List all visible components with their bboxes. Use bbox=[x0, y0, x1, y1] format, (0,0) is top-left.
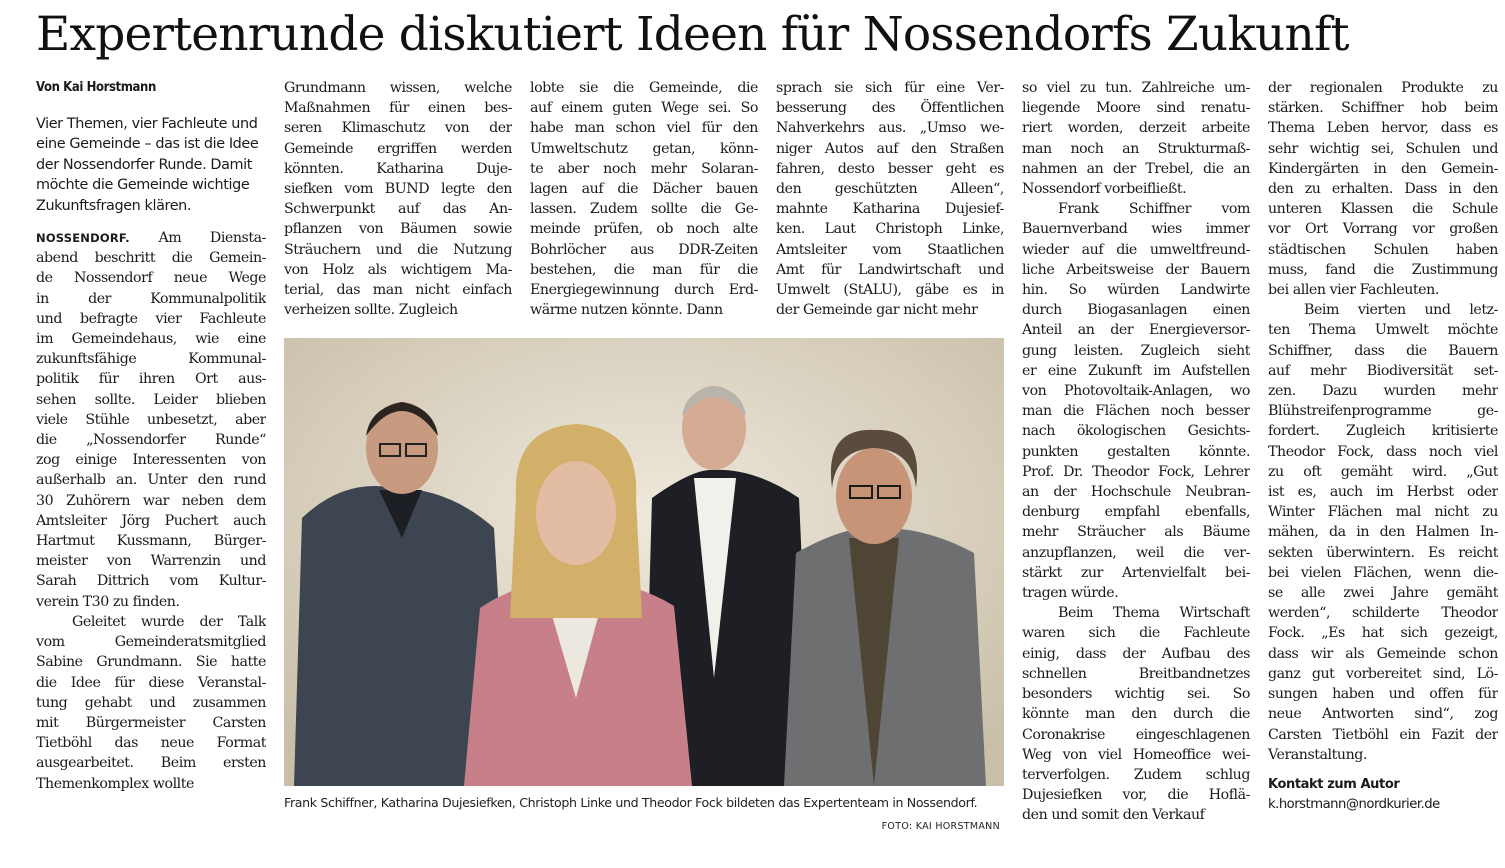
column-5-line: terverfolgen. Zudem schlug bbox=[1022, 766, 1250, 783]
column-6-line: der regionalen Produkte zu bbox=[1268, 80, 1498, 96]
column-5-line: durch Biogasanlagen einen bbox=[1022, 302, 1250, 319]
column-1-line: Geleitet wurde der Talk bbox=[72, 613, 266, 630]
column-5-line: wieder auf die umweltfreund- bbox=[1022, 241, 1250, 258]
column-5-line: schnellen Breitbandnetzes bbox=[1022, 665, 1250, 682]
article-teaser: Vier Themen, vier Fachleute und eine Gemeinde – das ist die Idee der Nossendorfer Runde. Damit möchte die Gemeinde wichtige Zukunftsfragen klären. bbox=[36, 116, 259, 214]
article-column-1 bbox=[36, 78, 266, 838]
column-3-line: Umweltschutz getan, könn- bbox=[530, 140, 758, 157]
column-5-line: stärkt zur Artenvielfalt bei- bbox=[1022, 564, 1250, 581]
column-5-line: mehr Sträucher als Bäume bbox=[1022, 524, 1250, 541]
column-4-line: Nahverkehrs aus. „Umso we- bbox=[776, 120, 1004, 137]
column-1-line: sehen sollte. Leider blieben bbox=[36, 391, 266, 408]
column-2-line: siefken vom BUND legte den bbox=[284, 181, 512, 198]
author-byline: Von Kai Horstmann bbox=[36, 80, 156, 95]
column-3-line: Energiegewinnung durch Erd- bbox=[530, 282, 758, 299]
column-6-line: zen. Dazu wurden mehr bbox=[1268, 383, 1498, 400]
article-headline: Expertenrunde diskutiert Ideen für Nossendorfs Zukunft bbox=[36, 7, 1349, 62]
column-1-line: Tietböhl das neue Format bbox=[36, 735, 266, 752]
photo-caption-text: Frank Schiffner, Katharina Dujesiefken, Christoph Linke und Theodor Fock bildeten das Expertenteam in Nossendorf. bbox=[284, 795, 978, 810]
contact-email: k.horstmann@nordkurier.de bbox=[1268, 796, 1440, 812]
column-6-line: Winter Flächen mal nicht zu bbox=[1268, 504, 1498, 521]
column-4-line: Amtsleiter vom Staatlichen bbox=[776, 241, 1004, 258]
column-5-line: Frank Schiffner vom bbox=[1058, 201, 1250, 218]
column-5-line: Anteil an der Energieversor- bbox=[1022, 322, 1250, 339]
column-5-line: Coronakrise eingeschlagenen bbox=[1022, 726, 1250, 743]
column-6-line: ganz gut vorbereitet sind, Lö- bbox=[1268, 665, 1498, 682]
column-1-line: mit Bürgermeister Carsten bbox=[36, 714, 266, 731]
column-5-line: punkten gestalten könnte. bbox=[1022, 443, 1250, 460]
column-6-line: Schiffner, dass die Bauern bbox=[1268, 342, 1498, 359]
photo-illustration bbox=[284, 338, 1004, 786]
column-6-line: mähen, da in den Halmen In- bbox=[1268, 524, 1498, 541]
column-5-line: könnte man den durch die bbox=[1022, 706, 1250, 723]
column-2-line: Sträuchern und die Nutzung bbox=[284, 241, 512, 258]
column-4-line: ken. Laut Christoph Linke, bbox=[776, 221, 1004, 238]
column-5-line: Bauernverband wies immer bbox=[1022, 221, 1250, 238]
article-column-4 bbox=[776, 78, 1004, 328]
column-6-line: unteren Klassen die Schule bbox=[1268, 201, 1498, 218]
column-6-line: werden“, schilderte Theodor bbox=[1268, 605, 1498, 622]
column-5-line: Prof. Dr. Theodor Fock, Lehrer bbox=[1022, 463, 1250, 480]
column-3-line: lagen auf die Dächer bauen bbox=[530, 181, 758, 198]
column-6-line: städtischen Schulen haben bbox=[1268, 241, 1498, 258]
column-5-line: Nossendorf vorbeifließt. bbox=[1022, 181, 1187, 198]
column-4-line: der Gemeinde gar nicht mehr bbox=[776, 302, 978, 319]
column-4-line: den geschützten Alleen“, bbox=[776, 181, 1004, 198]
column-4-line: niger Autos auf den Straßen bbox=[776, 140, 1004, 157]
column-3-line: te aber noch mehr Solaran- bbox=[530, 160, 758, 177]
column-1-line: Amtsleiter Jörg Puchert auch bbox=[36, 512, 266, 529]
column-6-line: se alle zwei Jahre gemäht bbox=[1268, 585, 1498, 602]
column-5-line: einig, dass der Aufbau des bbox=[1022, 645, 1250, 662]
column-3-line: wärme nutzen könnte. Dann bbox=[530, 302, 723, 319]
column-6-line: dass wir als Gemeinde schon bbox=[1268, 645, 1498, 662]
column-6-line: den zu erhalten. Dass in den bbox=[1268, 181, 1498, 198]
column-1-line: zukunftsfähige Kommunal- bbox=[36, 351, 266, 368]
column-6-line: zu oft gemäht wird. „Gut bbox=[1268, 463, 1498, 480]
column-5-line: von Photovoltaik-Anlagen, wo bbox=[1022, 383, 1250, 400]
column-2-line: verheizen sollte. Zugleich bbox=[284, 302, 458, 319]
column-5-line: waren sich die Fachleute bbox=[1022, 625, 1250, 642]
column-4-line: besserung des Öffentlichen bbox=[776, 100, 1004, 117]
column-3-line: Bohrlöcher aus DDR-Zeiten bbox=[530, 241, 758, 258]
column-3-line: habe man schon viel für den bbox=[530, 120, 758, 137]
column-6-body bbox=[1268, 78, 1498, 765]
column-1-line: und befragte vier Fachleute bbox=[36, 310, 266, 327]
column-5-line: er eine Zukunft im Aufstellen bbox=[1022, 362, 1250, 379]
article-column-6 bbox=[1268, 78, 1498, 838]
column-5-line: so viel zu tun. Zahlreiche um- bbox=[1022, 80, 1250, 96]
column-5-line: nahmen an der Trebel, die an bbox=[1022, 160, 1250, 177]
column-4-line: Umwelt (StALU), gäbe es in bbox=[776, 282, 1004, 299]
column-3-line: bestehen, die man für die bbox=[530, 261, 758, 278]
column-5-line: Dujesiefken vor, die Hoflä- bbox=[1022, 787, 1250, 804]
column-5-line: an der Hochschule Neubran- bbox=[1022, 484, 1250, 501]
column-6-line: Theodor Fock, dass noch viel bbox=[1268, 443, 1498, 460]
column-5-line: Beim Thema Wirtschaft bbox=[1058, 605, 1250, 622]
column-1-line: verein T30 zu finden. bbox=[36, 593, 180, 610]
column-1-first-line bbox=[36, 228, 266, 248]
column-1-line: viele Stühle unbesetzt, aber bbox=[36, 411, 266, 428]
column-1-line: abend beschritt die Gemein- bbox=[36, 250, 266, 267]
column-5-line: man die Flächen noch besser bbox=[1022, 403, 1250, 420]
column-4-line: Amt für Landwirtschaft und bbox=[776, 261, 1004, 278]
column-5-line: liegende Moore sind renatu- bbox=[1022, 100, 1250, 117]
column-5-line: Weg von viel Homeoffice wei- bbox=[1022, 746, 1250, 763]
column-6-line: Blühstreifenprogramme ge- bbox=[1268, 403, 1498, 420]
column-2-line: von Holz als wichtigem Ma- bbox=[284, 261, 512, 278]
column-1-line: Sarah Dittrich vom Kultur- bbox=[36, 573, 266, 590]
photo-credit: FOTO: KAI HORSTMANN bbox=[881, 821, 1000, 832]
column-6-line: stärken. Schiffner hob beim bbox=[1268, 100, 1498, 117]
column-4-line: mahnte Katharina Dujesief- bbox=[776, 201, 1004, 218]
column-1-line: die „Nossendorfer Runde“ bbox=[36, 432, 266, 449]
column-5-line: nach ökologischen Gesichts- bbox=[1022, 423, 1250, 440]
article-column-3 bbox=[530, 78, 758, 328]
column-6-line: ist es, auch im Herbst oder bbox=[1268, 484, 1498, 501]
column-1-line: de Nossendorf neue Wege bbox=[36, 270, 266, 287]
column-2-line: Maßnahmen für einen bes- bbox=[284, 100, 512, 117]
column-6-line: sungen haben und offen für bbox=[1268, 686, 1498, 703]
column-5-line: liche Arbeitsweise der Bauern bbox=[1022, 261, 1250, 278]
column-2-line: Grundmann wissen, welche bbox=[284, 80, 512, 96]
column-1-line: Themenkomplex wollte bbox=[36, 775, 194, 792]
column-1-line: vom Gemeinderatsmitglied bbox=[36, 634, 266, 651]
column-1-line: in der Kommunalpolitik bbox=[36, 290, 266, 307]
contact-label: Kontakt zum Autor bbox=[1268, 776, 1400, 792]
column-6-line: auf mehr Biodiversität set- bbox=[1268, 362, 1498, 379]
column-1-line: ausgearbeitet. Beim ersten bbox=[36, 755, 266, 772]
column-5-line: riert worden, derzeit arbeite bbox=[1022, 120, 1250, 137]
column-5-line: man noch an Strukturmaß- bbox=[1022, 140, 1250, 157]
column-6-line: bei vielen Flächen, wenn die- bbox=[1268, 564, 1498, 581]
column-4-line: sprach sie sich für eine Ver- bbox=[776, 80, 1004, 96]
column-6-line: Veranstaltung. bbox=[1268, 746, 1367, 763]
column-1-line: meister von Warrenzin und bbox=[36, 553, 266, 570]
column-4-line: fahren, desto besser geht es bbox=[776, 160, 1004, 177]
photo-caption bbox=[284, 794, 1004, 832]
column-1-line: im Gemeindehaus, wie eine bbox=[36, 331, 266, 348]
column-2-line: seren Klimaschutz von der bbox=[284, 120, 512, 137]
article-column-2 bbox=[284, 78, 512, 328]
column-5-line: besonders wichtig sei. So bbox=[1022, 686, 1250, 703]
column-2-line: terial, das man nicht einfach bbox=[284, 282, 512, 299]
column-1-line: Hartmut Kussmann, Bürger- bbox=[36, 533, 266, 550]
column-5-line: gung leisten. Zugleich sieht bbox=[1022, 342, 1250, 359]
column-2-line: könnten. Katharina Duje- bbox=[284, 160, 512, 177]
column-5-line: hin. So würden Landwirte bbox=[1022, 282, 1250, 299]
column-3-line: meinde prüfen, ob noch alte bbox=[530, 221, 758, 238]
article-photo bbox=[284, 338, 1004, 786]
column-6-line: Fock. „Es hat sich gezeigt, bbox=[1268, 625, 1498, 642]
column-6-line: Kindergärten in den Gemein- bbox=[1268, 160, 1498, 177]
column-6-line: fordert. Zugleich kritisierte bbox=[1268, 423, 1498, 440]
column-1-line: tung gehabt und zusammen bbox=[36, 694, 266, 711]
column-6-line: vor Ort Vorrang vor großen bbox=[1268, 221, 1498, 238]
column-2-line: pflanzen von Bäumen sowie bbox=[284, 221, 512, 238]
column-1-line: Am Diensta- bbox=[158, 230, 266, 247]
column-1-line: außerhalb an. Unter den rund bbox=[36, 472, 266, 489]
column-5-line: denburg empfahl ebenfalls, bbox=[1022, 504, 1250, 521]
column-5-line: den und somit den Verkauf bbox=[1022, 807, 1205, 824]
column-3-line: lobte sie die Gemeinde, die bbox=[530, 80, 758, 96]
column-6-line: Carsten Tietböhl ein Fazit der bbox=[1268, 726, 1498, 743]
column-1-line: die Idee für diese Veranstal- bbox=[36, 674, 266, 691]
column-3-line: auf einem guten Wege sei. So bbox=[530, 100, 758, 117]
column-5-line: anzupflanzen, weil die ver- bbox=[1022, 544, 1250, 561]
column-6-line: sekten überwintern. Es reicht bbox=[1268, 544, 1498, 561]
column-6-line: muss, fand die Zustimmung bbox=[1268, 261, 1498, 278]
column-6-line: Thema Leben hervor, dass es bbox=[1268, 120, 1498, 137]
column-1-body bbox=[36, 228, 266, 794]
column-2-line: Gemeinde ergriffen werden bbox=[284, 140, 512, 157]
article-dateline: NOSSENDORF. bbox=[36, 231, 130, 246]
column-2-line: Schwerpunkt auf das An- bbox=[284, 201, 512, 218]
column-5-line: tragen würde. bbox=[1022, 585, 1119, 602]
column-3-line: lassen. Zudem sollte die Ge- bbox=[530, 201, 758, 218]
column-6-line: bei allen vier Fachleuten. bbox=[1268, 282, 1439, 299]
column-1-line: politik für ihren Ort aus- bbox=[36, 371, 266, 388]
article-column-5 bbox=[1022, 78, 1250, 838]
column-6-line: neue Antworten sind“, zog bbox=[1268, 706, 1498, 723]
column-1-line: Sabine Grundmann. Sie hatte bbox=[36, 654, 266, 671]
column-6-line: ten Thema Umwelt möchte bbox=[1268, 322, 1498, 339]
column-1-line: zog einige Interessenten von bbox=[36, 452, 266, 469]
column-6-line: Beim vierten und letz- bbox=[1304, 302, 1498, 319]
column-6-line: sehr wichtig sei, Schulen und bbox=[1268, 140, 1498, 157]
column-1-line: 30 Zuhörern war neben dem bbox=[36, 492, 266, 509]
